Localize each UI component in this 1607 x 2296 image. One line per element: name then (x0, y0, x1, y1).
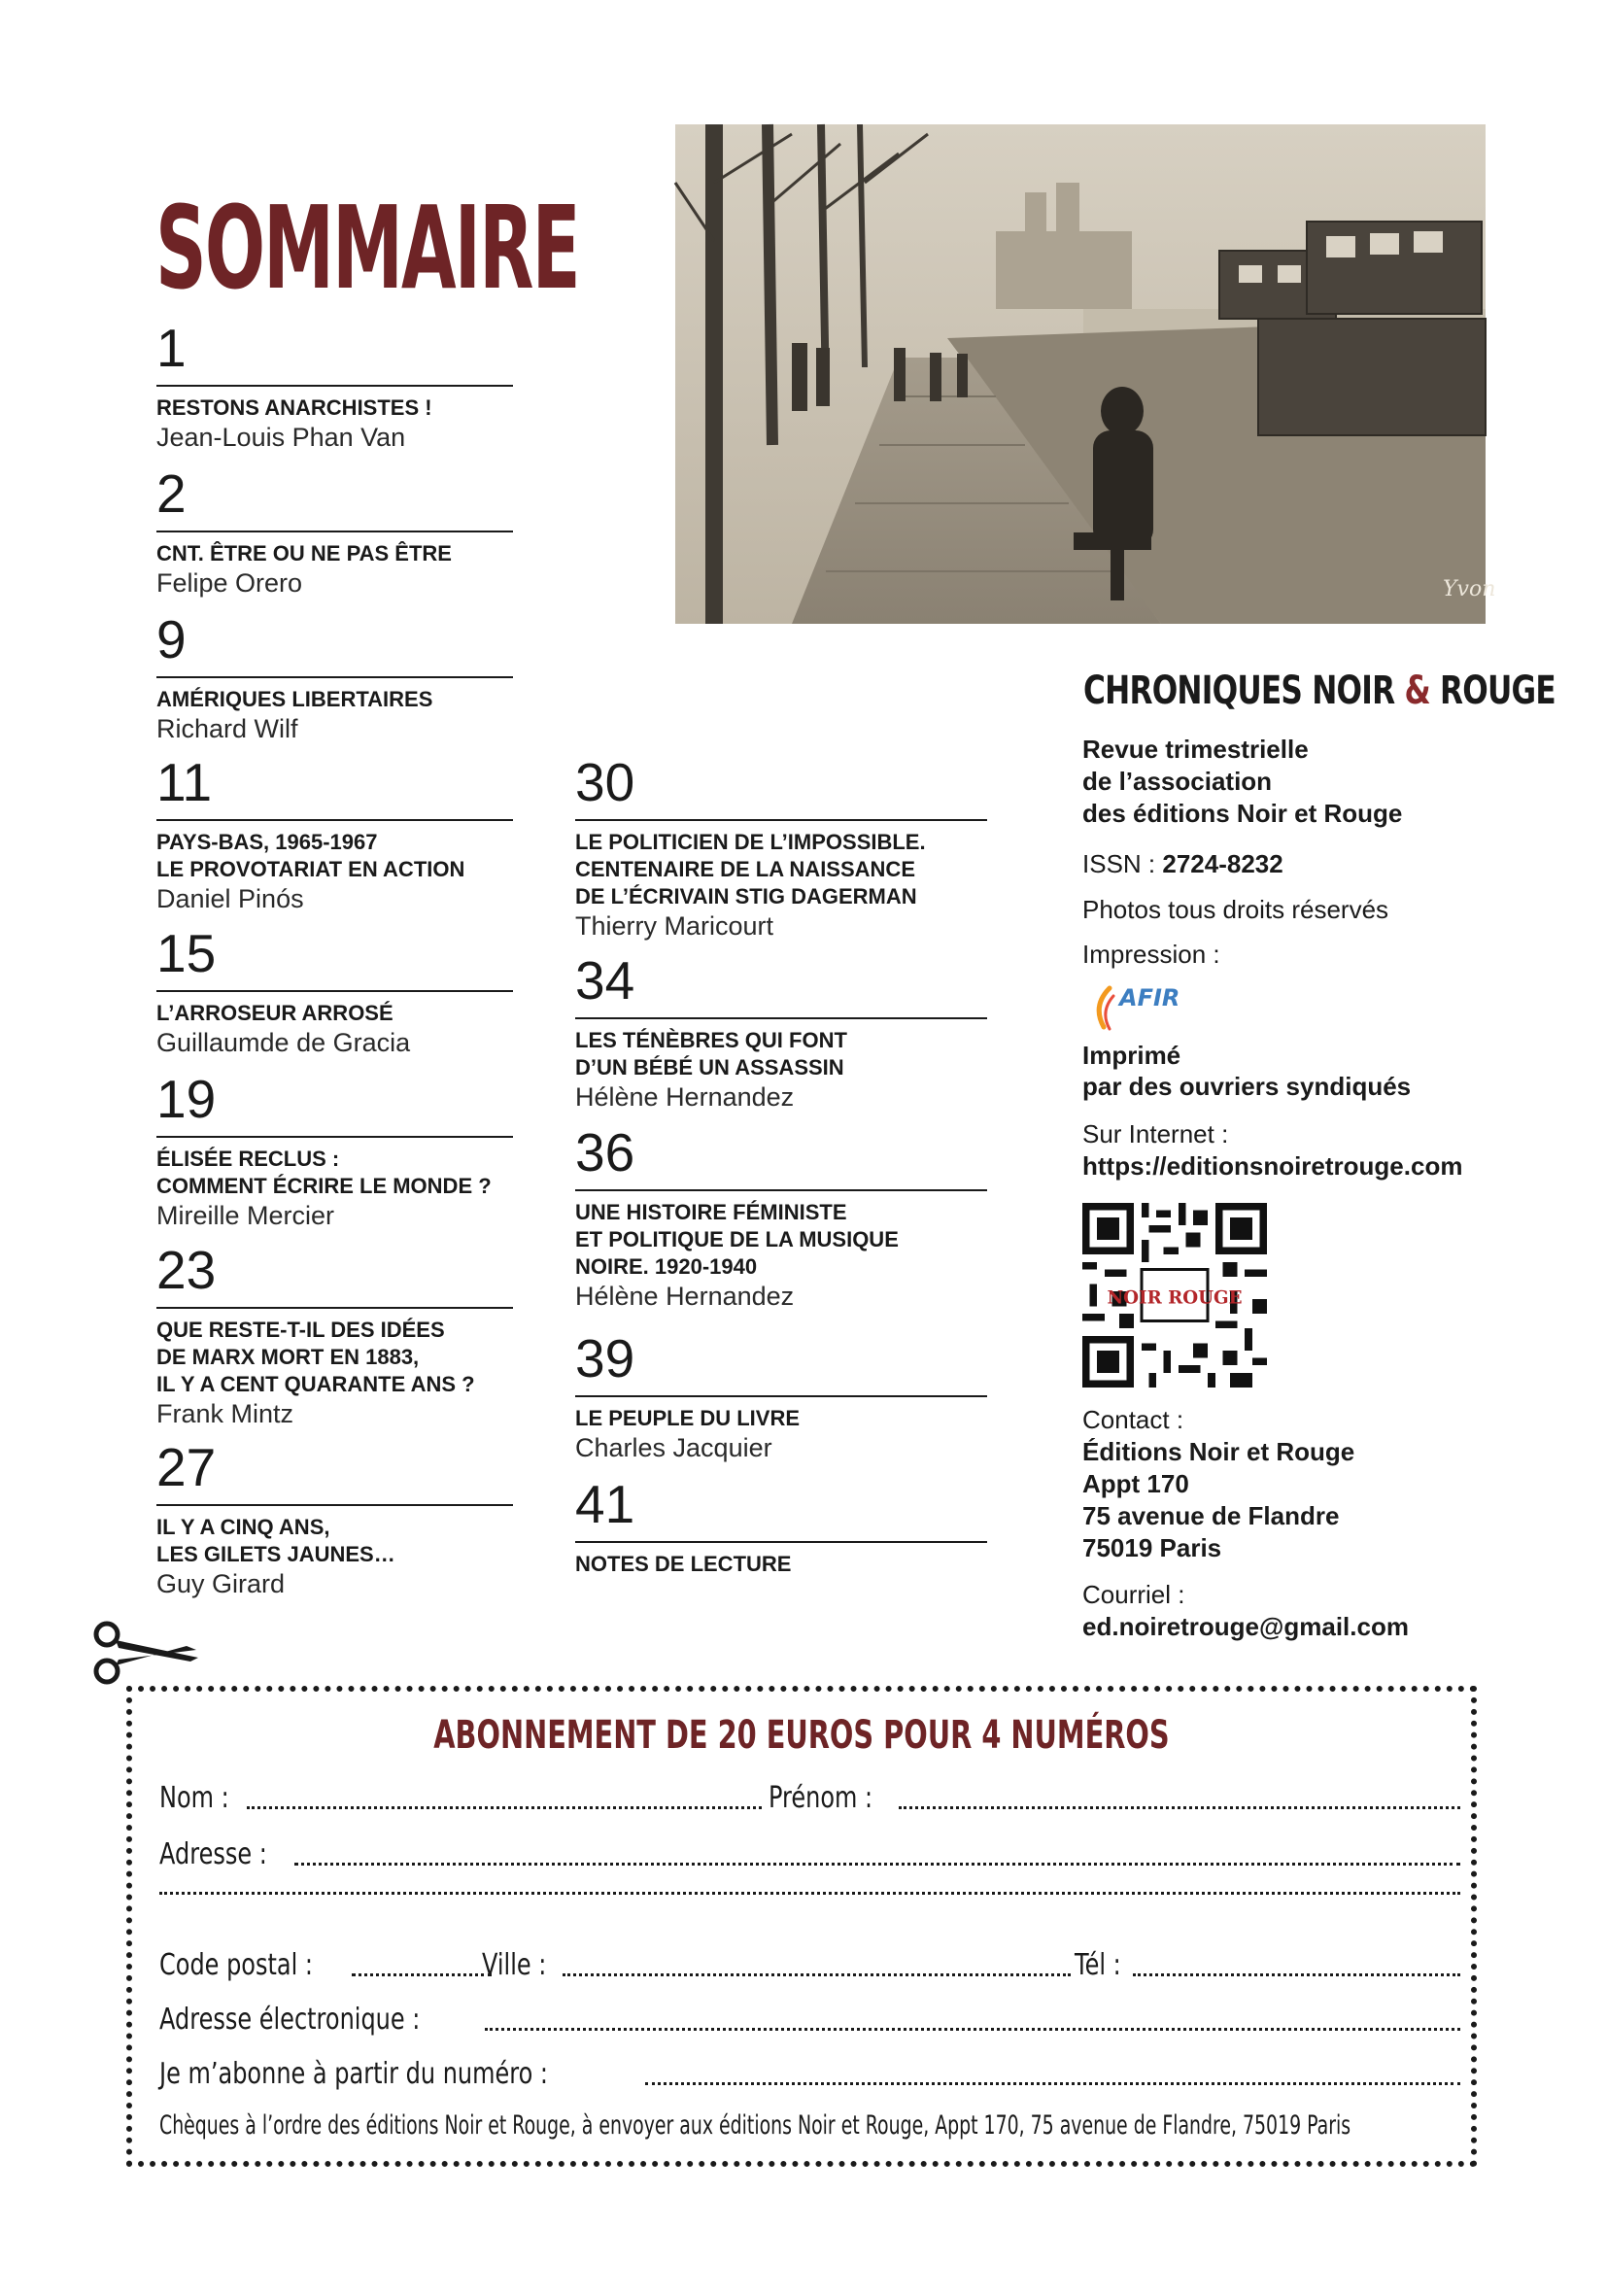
toc-article-title: LE PEUPLE DU LIVRE (575, 1406, 801, 1430)
toc-page-number: 15 (156, 923, 217, 983)
toc-article-author: Felipe Orero (156, 568, 303, 598)
toc-page-number: 36 (575, 1122, 635, 1182)
toc-page-number: 27 (156, 1437, 217, 1497)
description-line-2: de l’association (1082, 767, 1273, 796)
toc-entry[interactable] (156, 318, 513, 453)
prenom-label: Prénom : (769, 1781, 873, 1815)
nom-line[interactable] (247, 1806, 762, 1809)
toc-article-author: Hélène Hernandez (575, 1082, 795, 1112)
toc-article-title: PAYS-BAS, 1965-1967 LE PROVOTARIAT EN ACTION (156, 830, 465, 881)
toc-article-author: Thierry Maricourt (575, 911, 774, 941)
issn-label: ISSN : (1082, 849, 1163, 878)
prenom-field[interactable] (769, 1779, 1460, 1818)
internet-label: Sur Internet : (1082, 1119, 1229, 1148)
divider (156, 385, 513, 387)
issn-line (1082, 848, 1283, 880)
toc-page-number: 39 (575, 1328, 635, 1388)
toc-page-number: 34 (575, 950, 635, 1011)
masthead-part1: CHRONIQUES (1083, 668, 1303, 713)
divider (156, 1504, 513, 1506)
toc-article-title: UNE HISTOIRE FÉMINISTE ET POLITIQUE DE LA MUSIQUE NOIRE. 1920-1940 (575, 1200, 899, 1279)
prenom-line[interactable] (899, 1806, 1460, 1809)
tel-label: Tél : (1075, 1948, 1121, 1982)
code-postal-field[interactable] (159, 1946, 492, 1985)
toc-article-title: CNT. ÊTRE OU NE PAS ÊTRE (156, 541, 452, 565)
adresse-label: Adresse : (159, 1837, 267, 1871)
divider (575, 819, 987, 821)
afir-logo-text: AFIR (1119, 984, 1180, 1011)
tel-field[interactable] (1075, 1946, 1460, 1985)
ville-label: Ville : (482, 1948, 547, 1982)
toc-article-title: QUE RESTE-T-IL DES IDÉES DE MARX MORT EN 1883, IL Y A CENT QUARANTE ANS ? (156, 1318, 475, 1396)
ville-line[interactable] (563, 1973, 1071, 1976)
description-line-1: Revue trimestrielle (1082, 735, 1309, 764)
email-field[interactable] (159, 2001, 1460, 2039)
impression-label: Impression : (1082, 940, 1220, 969)
divider (156, 1136, 513, 1138)
toc-entry[interactable] (575, 950, 987, 1113)
toc-article-title: LE POLITICIEN DE L’IMPOSSIBLE. CENTENAIRE DE LA NAISSANCE DE L’ÉCRIVAIN STIG DAGERMAN (575, 830, 926, 908)
qr-code[interactable] (1082, 1203, 1267, 1388)
mail-label: Courriel : (1082, 1580, 1185, 1609)
toc-article-title: L’ARROSEUR ARROSÉ (156, 1001, 393, 1025)
payment-note: Chèques à l’ordre des éditions Noir et Rouge, à envoyer aux éditions Noir et Rouge, Appt 170, 75 avenue de Flandre, 75019 Paris (159, 2110, 1351, 2141)
toc-article-title: RESTONS ANARCHISTES ! (156, 395, 432, 420)
adresse-second-line[interactable] (159, 1892, 1460, 1903)
toc-article-author: Mireille Mercier (156, 1201, 335, 1230)
divider (156, 819, 513, 821)
scissors-icon (89, 1619, 202, 1687)
toc-page-number: 41 (575, 1474, 635, 1534)
tel-line[interactable] (1133, 1973, 1460, 1976)
divider (156, 1307, 513, 1309)
email-link[interactable]: ed.noiretrouge@gmail.com (1082, 1612, 1409, 1641)
masthead-part2: NOIR (1312, 668, 1395, 713)
printed-line-2: par des ouvriers syndiqués (1082, 1072, 1412, 1101)
toc-article-author: Richard Wilf (156, 714, 298, 743)
website-link[interactable]: https://editionsnoiretrouge.com (1082, 1151, 1463, 1181)
toc-entry[interactable] (575, 1122, 987, 1312)
contact-line-2: Appt 170 (1082, 1469, 1189, 1498)
toc-entry[interactable] (156, 609, 513, 744)
toc-article-author: Frank Mintz (156, 1399, 294, 1428)
divider (575, 1189, 987, 1191)
contact-line-4: 75019 Paris (1082, 1533, 1222, 1562)
nom-field[interactable] (159, 1779, 762, 1818)
bouquinistes-photo (675, 124, 1496, 624)
masthead-part3: ROUGE (1439, 668, 1556, 713)
start-issue-label: Je m’abonne à partir du numéro : (159, 2057, 549, 2091)
start-issue-line[interactable] (645, 2082, 1460, 2085)
toc-article-title: AMÉRIQUES LIBERTAIRES (156, 687, 433, 711)
toc-article-author: Jean-Louis Phan Van (156, 423, 406, 452)
nom-label: Nom : (159, 1781, 229, 1815)
printed-line-1: Imprimé (1082, 1041, 1181, 1070)
toc-page-number: 9 (156, 609, 187, 669)
masthead-logo (1083, 668, 1556, 713)
start-issue-field[interactable] (159, 2055, 1460, 2094)
toc-entry[interactable] (156, 752, 513, 914)
toc-page-number: 1 (156, 318, 187, 378)
divider (575, 1395, 987, 1397)
issn-value: 2724-8232 (1162, 849, 1283, 878)
contact-line-3: 75 avenue de Flandre (1082, 1501, 1340, 1530)
contact-label: Contact : (1082, 1405, 1184, 1434)
toc-page-number: 19 (156, 1069, 217, 1129)
toc-article-title: NOTES DE LECTURE (575, 1552, 792, 1576)
toc-article-title: ÉLISÉE RECLUS : COMMENT ÉCRIRE LE MONDE ? (156, 1147, 492, 1198)
toc-page-number: 11 (156, 752, 213, 812)
toc-page-number: 30 (575, 752, 635, 812)
toc-article-author: Charles Jacquier (575, 1433, 772, 1462)
photo-rights: Photos tous droits réservés (1082, 895, 1389, 924)
toc-entry[interactable] (575, 752, 987, 942)
divider (156, 990, 513, 992)
toc-entry[interactable] (575, 1474, 987, 1578)
description-line-3: des éditions Noir et Rouge (1082, 799, 1403, 828)
toc-page-number: 23 (156, 1240, 217, 1300)
toc-article-author: Hélène Hernandez (575, 1282, 795, 1311)
toc-article-author: Guillaumde de Gracia (156, 1028, 411, 1057)
code-postal-label: Code postal : (159, 1948, 313, 1982)
divider (156, 676, 513, 678)
toc-article-author: Daniel Pinós (156, 884, 304, 913)
divider (575, 1541, 987, 1543)
subscription-heading: ABONNEMENT DE 20 EUROS POUR 4 NUMÉROS (433, 1713, 1170, 1758)
divider (156, 531, 513, 532)
masthead-ampersand: & (1404, 668, 1430, 713)
toc-entry[interactable] (156, 1240, 513, 1429)
toc-article-author: Guy Girard (156, 1569, 286, 1598)
toc-article-title: IL Y A CINQ ANS, LES GILETS JAUNES… (156, 1515, 395, 1566)
contact-line-1: Éditions Noir et Rouge (1082, 1437, 1355, 1466)
toc-article-title: LES TÉNÈBRES QUI FONT D’UN BÉBÉ UN ASSASSIN (575, 1028, 847, 1079)
email-field-line[interactable] (485, 2028, 1460, 2031)
ville-field[interactable] (482, 1946, 1071, 1985)
afir-logo (1088, 977, 1205, 1033)
divider (575, 1017, 987, 1019)
toc-entry[interactable] (575, 1328, 987, 1463)
adresse-field[interactable] (159, 1835, 1460, 1874)
adresse-line-2[interactable] (159, 1892, 1460, 1895)
toc-page-number: 2 (156, 463, 187, 524)
code-postal-line[interactable] (352, 1973, 493, 1976)
page-title: SOMMAIRE (155, 181, 579, 315)
toc-entry[interactable] (156, 923, 513, 1058)
toc-entry[interactable] (156, 1069, 513, 1231)
subscription-form (126, 1686, 1477, 2167)
adresse-line[interactable] (294, 1863, 1460, 1866)
toc-entry[interactable] (156, 1437, 513, 1599)
photo-signature: Yvon (1443, 577, 1496, 601)
email-field-label: Adresse électronique : (159, 2003, 421, 2037)
toc-entry[interactable] (156, 463, 513, 599)
qr-overlay-text: NOIR ROUGE (1107, 1287, 1243, 1309)
